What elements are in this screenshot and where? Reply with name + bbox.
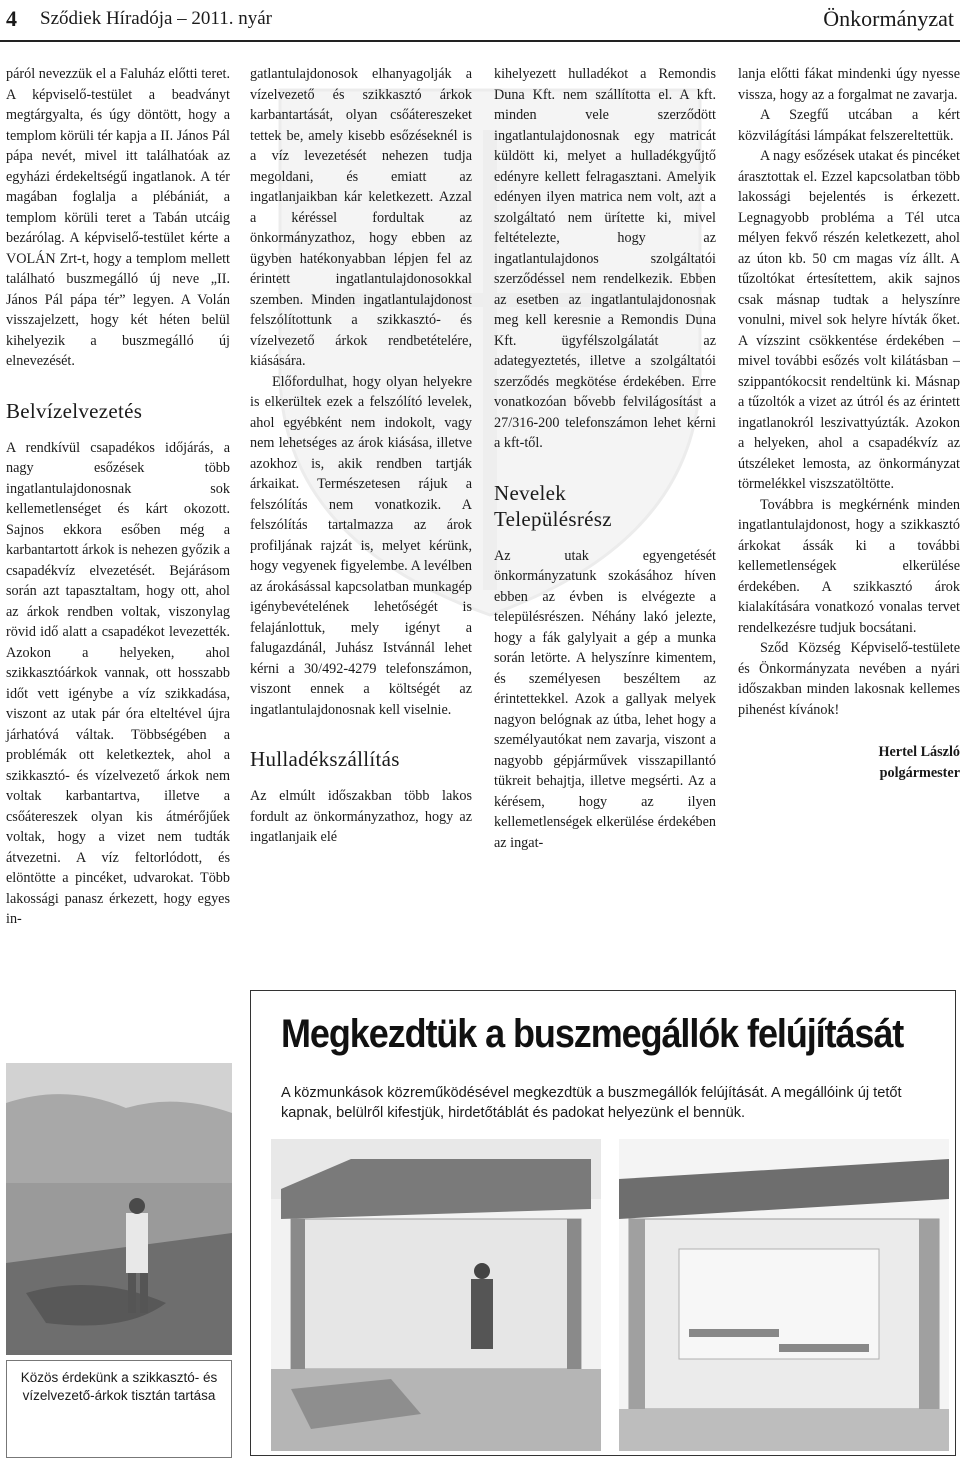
paragraph: Az utak egyengetését önkormányzatunk szokásához híven ebben az évben is elvégezte a településrészen. Néhány lakó jelezte, hogy a fák galylyait a gép a munka során letörte. A helyszínre kimentem, és személyesen beszéltem az érintettekkel. Azok a gallyak melyek nagyon belógnak az útba, lehet hogy a személyautókat nem zavarja, viszont a nagyobb gépjárművek visszapillantó tükreit behajtja, illetve megsérti. Az a kérésem, hogy az ilyen kellemetlenségek elkerülése érdekében az ingat- (494, 547, 716, 851)
publication-title: Sződiek Híradója – 2011. nyár (40, 8, 272, 29)
paragraph: A nagy esőzések utakat és pincéket árasztottak el. Ezzel kapcsolatban több lakossági bejelentés is érkezett. Legnagyobb probléma a Tél utca mélyen fekvő részén keletkezett, ahol az úton kb. 50 cm magas víz állt. A tűzoltókat értesítettem, akik sajnos csak másnap tudtak a helyszínre vonulni, mivel sok helyre hívták őket. A vízszint csökkentése érdekében – mivel további esőzés volt kilátásban – szippantókocsit rendeltünk ki. Másnap a tűzoltók a vizet az útról és az érintett ingatlanokról leszivattyúzták. Azokon a helyeken, ahol a csapadékvíz az útszéleket lemosta, az önkormányzat törmelékkel viszszatöltötte. (738, 148, 960, 492)
bus-stop-photo-2 (619, 1139, 949, 1451)
signature-name: Hertel László (878, 744, 960, 760)
paragraph: Sződ Község Képviselő-testülete és Önkormányzata nevében a nyári időszakban minden lakosnak kellemes pihenést kívánok! (738, 640, 960, 718)
column-2 (250, 64, 472, 848)
signature (738, 742, 960, 783)
heading-hulladekszallitas: Hulladékszállítás (250, 747, 400, 771)
signature-title: polgármester (879, 764, 960, 781)
paragraph: páról nevezzük el a Faluház előtti teret. A képviselő-testület a beadványt megtárgyalta, és úgy döntött, hogy a templom körüli tér kapja a II. János Pál pápa nevét, mivel itt találhatóak az egyházi érdekeltségű ingatlanok. A tér magában foglalja a plébániát, a templom körüli teret a Tabán utcáig bezárólag. A képviselő-testület kérte a VOLÁN Zrt-t, hogy a templom mellett található buszmegálló új neve „II. János Pál pápa tér” legyen. A Volán visszajelzett, hogy két héten belül kihelyezik a buszmegálló új elnevezését. (6, 66, 230, 369)
paragraph: kihelyezett hulladékot a Remondis Duna Kft. nem szállította el. A kft. minden vele szerződött ingatlantulajdonosnak egy matricát küldött ki, melyet a hulladékgyűjtő edényre kellett felragasztani. Amelyik edényen ilyen matrica nem volt, azt a szolgáltató nem ürítette ki, mivel feltételezte, hogy az ingatlantulajdonos szolgáltatói szerződéssel nem rendelkezik. Ebben az esetben az ingatlantulajdonosnak meg kell keresnie a Remondis Duna Kft. ügyfélszolgálatát az adategyeztetés, illetve a szolgáltatói szerződés megkötése érdekében. Erre vonatkozóan bővebb felvilágosítást a 27/316-200 telefonszámon lehet kérni a kft-től. (494, 66, 716, 451)
page-header (0, 0, 960, 40)
column-3 (494, 64, 716, 853)
bus-stop-text: A közmunkások közreműködésével megkezdtük a buszmegállók felújítását. A megállóink új tetőt kapnak, belülről kifestjük, hirdetőtáblát és padokat helyezünk el bennük. (281, 1085, 902, 1121)
column-1 (6, 64, 230, 930)
heading-nevelek: Nevelek Településrész (494, 480, 612, 531)
paragraph: Az elmúlt időszakban több lakos fordult az önkormányzathoz, hogy az ingatlanjaik elé (250, 788, 472, 845)
paragraph: A Szegfű utcában a kért közvilágítási lámpákat felszereltettük. (738, 107, 960, 144)
ditch-cleaning-photo (6, 1063, 232, 1355)
paragraph: Előfordulhat, hogy olyan helyekre is elkerültek ezek a felszólító levelek, ahol egyébként nem indokolt, vagy nem lehetséges az árok kiásása, illetve azokhoz is, akik rendben tartják árkaikat. Természetesen rájuk a felszólítás nem vonatkozik. A felszólítás tartalmazza az árok profiljának rajzát is, melyet kérünk, hogy vegyenek figyelembe. A levélben az árokásással kapcsolatban munkagép igénybevételének lehetőségét is felajánlottuk, mely igényt a falugazdánál, Juhász Istvánnál lehet kérni a 30/492-4279 telefonszámon, viszont ennek a költségét az ingatlantulajdonosnak kell viselnie. (250, 373, 472, 718)
section-title: Önkormányzat (823, 6, 954, 31)
page-number: 4 (6, 6, 17, 31)
paragraph: A rendkívül csapadékos időjárás, a nagy esőzések több ingatlantulajdonosnak sok kellemetlenséget és kárt okozott. Sajnos ekkora esőben még a karbantartott árkok is nehezen győzik a csapadékvíz elvezetését. Bejárásom során azt tapasztaltam, hogy ott, ahol az árkok rendben voltak, viszonylag rövid idő alatt a csapadékot levezették. Azokon a helyeken, ahol szikkasztóárkok vannak, ott hosszabb időt vett igénybe a víz szikkadása, viszont az utak pár óra elteltével újra járhatóvá váltak. Többségében a problémák ott keletkeztek, ahol a szikkasztó- és vízelvezető árkok nem voltak karbantartva, illetve a csőátereszek olyan kis átmérőjűek voltak, hogy a vizet nem tudták átvezetni. A víz feltorlódott, és elöntötte a pincéket, udvarokat. Több lakossági panasz érkezett, hogy egyes in- (6, 439, 230, 927)
heading-belvizelvezetes: Belvízelvezetés (6, 398, 143, 423)
column-4 (738, 64, 960, 783)
header-rule (0, 40, 960, 42)
paragraph: lanja előtti fákat mindenki úgy nyesse vissza, hogy az a forgalmat ne zavarja. (738, 66, 960, 103)
photo-caption: Közös érdekünk a szikkasztó- és vízelvezető-árkok tisztán tartása (6, 1360, 232, 1458)
paragraph: gatlantulajdonosok elhanyagolják a vízelvezető és szikkasztó árkok karbantartását, olyan csőátereszeket tettek be, amely kisebb esőzéseknél is a víz levezetését nehezen tudja megoldani, és emiatt az ingatlanjaikban kár keletkezett. Azzal a kéréssel fordultak az önkormányzathoz, hogy ebben az ügyben hatékonyabban lépjen fel az érintett ingatlantulajdonosokkal szemben. Minden ingatlantulajdonost felszólítottunk a szikkasztó- és vízelvezető árkok rendbetételére, kiásására. (250, 66, 472, 369)
paragraph: Továbbra is megkérnénk minden ingatlantulajdonost, hogy a szikkasztó árkokat ássák ki a további kellemetlenségek elkerülése érdekében. A szikkasztó árok kialakítására vonatkozó vonalas tervet rendelkezésre tudjuk bocsátani. (738, 496, 960, 636)
bus-stop-title: Megkezdtük a buszmegállók felújítását (281, 1012, 904, 1056)
bus-stop-photo-1 (271, 1139, 601, 1451)
bus-stop-article-box (250, 990, 956, 1456)
